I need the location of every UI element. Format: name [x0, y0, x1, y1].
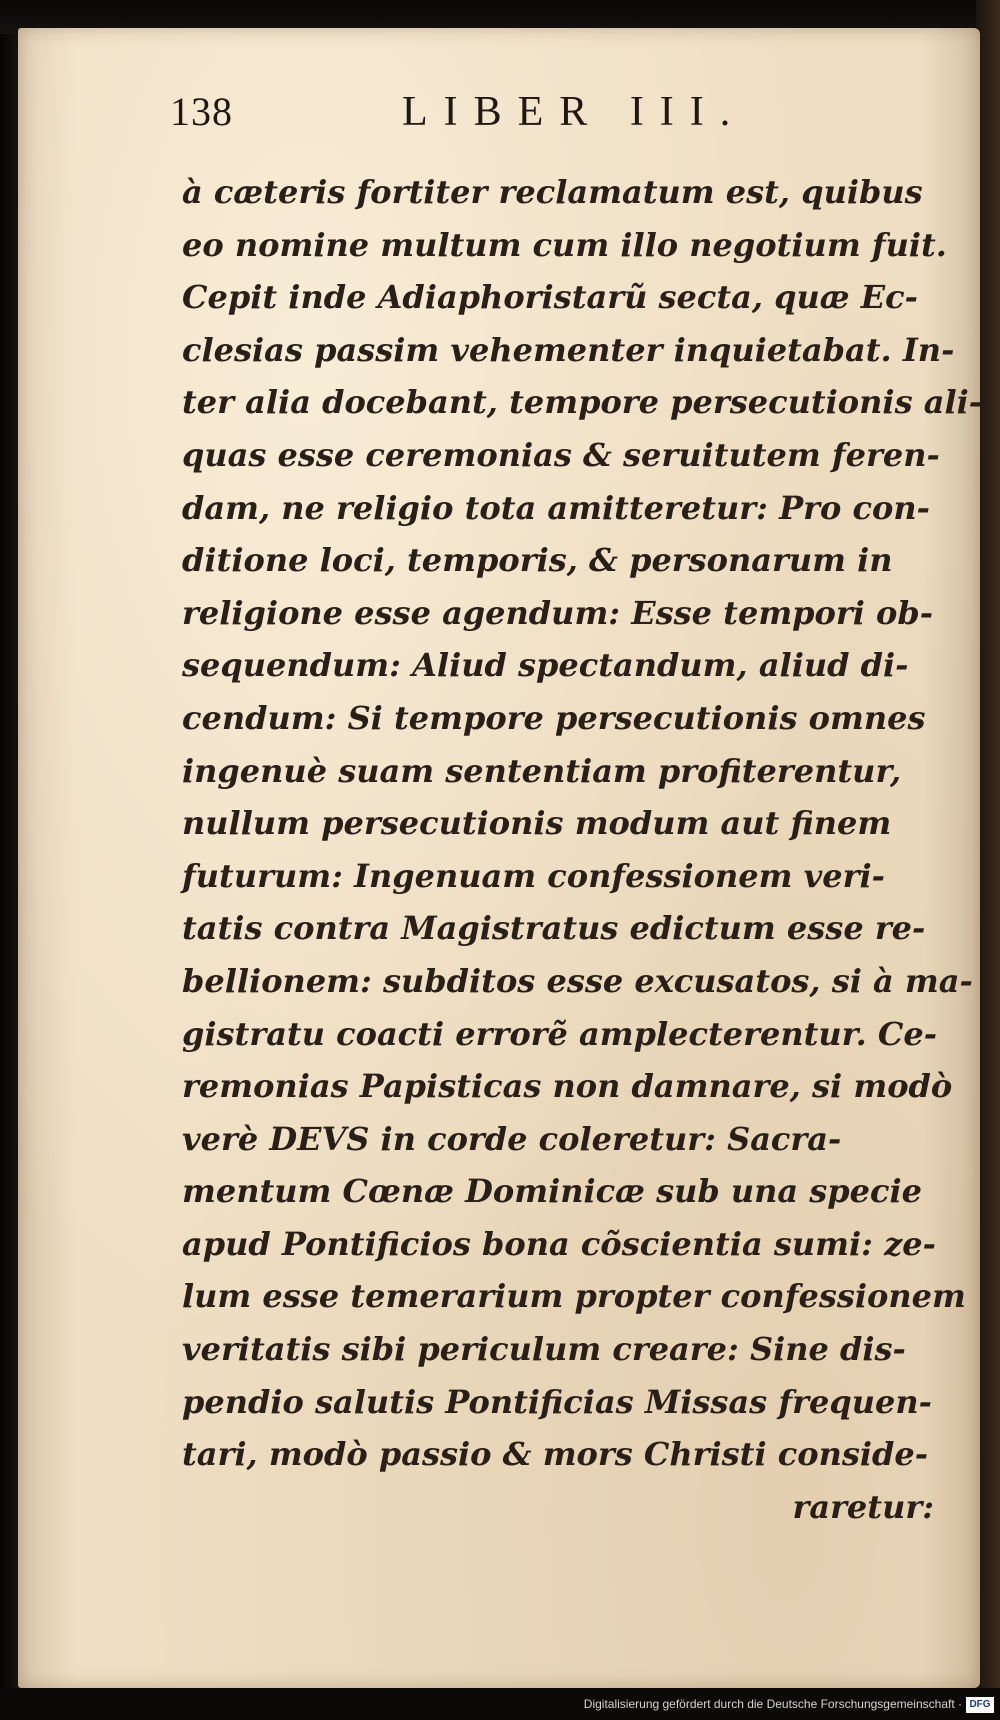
text-line: apud Pontificios bona cõscientia sumi: ze-	[182, 1224, 936, 1263]
text-line: sequendum: Aliud spectandum, aliud di-	[182, 646, 909, 685]
catchword-line: raretur:	[792, 1487, 934, 1526]
text-line: eo nomine multum cum illo negotium fuit.	[182, 225, 947, 264]
text-line: mentum Cœnæ Dominicæ sub una specie	[182, 1172, 923, 1211]
text-line: tari, modò passio & mors Christi conside-	[182, 1435, 929, 1474]
text-line: bellionem: subditos esse excusatos, si à ma-	[182, 961, 973, 1000]
body-text	[182, 166, 983, 1533]
text-line: ditione loci, temporis, & personarum in	[182, 541, 893, 580]
text-line: lum esse temerarium propter confessionem	[182, 1277, 966, 1316]
text-line: ter alia docebant, tempore persecutionis ali-	[182, 383, 983, 422]
digitization-credit: Digitalisierung gefördert durch die Deutsche Forschungsgemeinschaft ·	[583, 1697, 962, 1711]
text-line: ingenuè suam sententiam profiterentur,	[182, 751, 902, 790]
text-line: dam, ne religio tota amitteretur: Pro con-	[182, 488, 930, 527]
text-line: à cæteris fortiter reclamatum est, quibus	[182, 173, 923, 211]
footer-bar	[0, 1688, 1000, 1720]
dfg-logo: DFG	[966, 1697, 994, 1713]
text-line: pendio salutis Pontificias Missas frequen-	[182, 1382, 932, 1421]
text-line: futurum: Ingenuam confessionem veri-	[182, 856, 885, 895]
running-head: LIBER III.	[402, 89, 747, 135]
page-number: 138	[170, 89, 233, 134]
text-line: nullum persecutionis modum aut finem	[182, 804, 892, 843]
text-line: cendum: Si tempore persecutionis omnes	[182, 698, 926, 737]
page-header	[18, 88, 980, 148]
text-line: clesias passim vehementer inquietabat. In-	[182, 330, 955, 369]
book-page	[18, 28, 983, 1688]
text-line: veritatis sibi periculum creare: Sine dis-	[182, 1330, 906, 1369]
text-line: remonias Papisticas non damnare, si modò	[182, 1067, 953, 1106]
text-line: religione esse agendum: Esse tempori ob-	[182, 593, 934, 632]
text-line: quas esse ceremonias & seruitutem feren-	[182, 435, 940, 474]
text-line: Cepit inde Adiaphoristarũ secta, quæ Ec-	[182, 278, 918, 317]
text-line: gistratu coacti errorẽ amplecterentur. Ce-	[182, 1014, 937, 1053]
text-line: verè DEVS in corde coleretur: Sacra-	[182, 1119, 842, 1158]
text-line: tatis contra Magistratus edictum esse re-	[182, 909, 926, 948]
